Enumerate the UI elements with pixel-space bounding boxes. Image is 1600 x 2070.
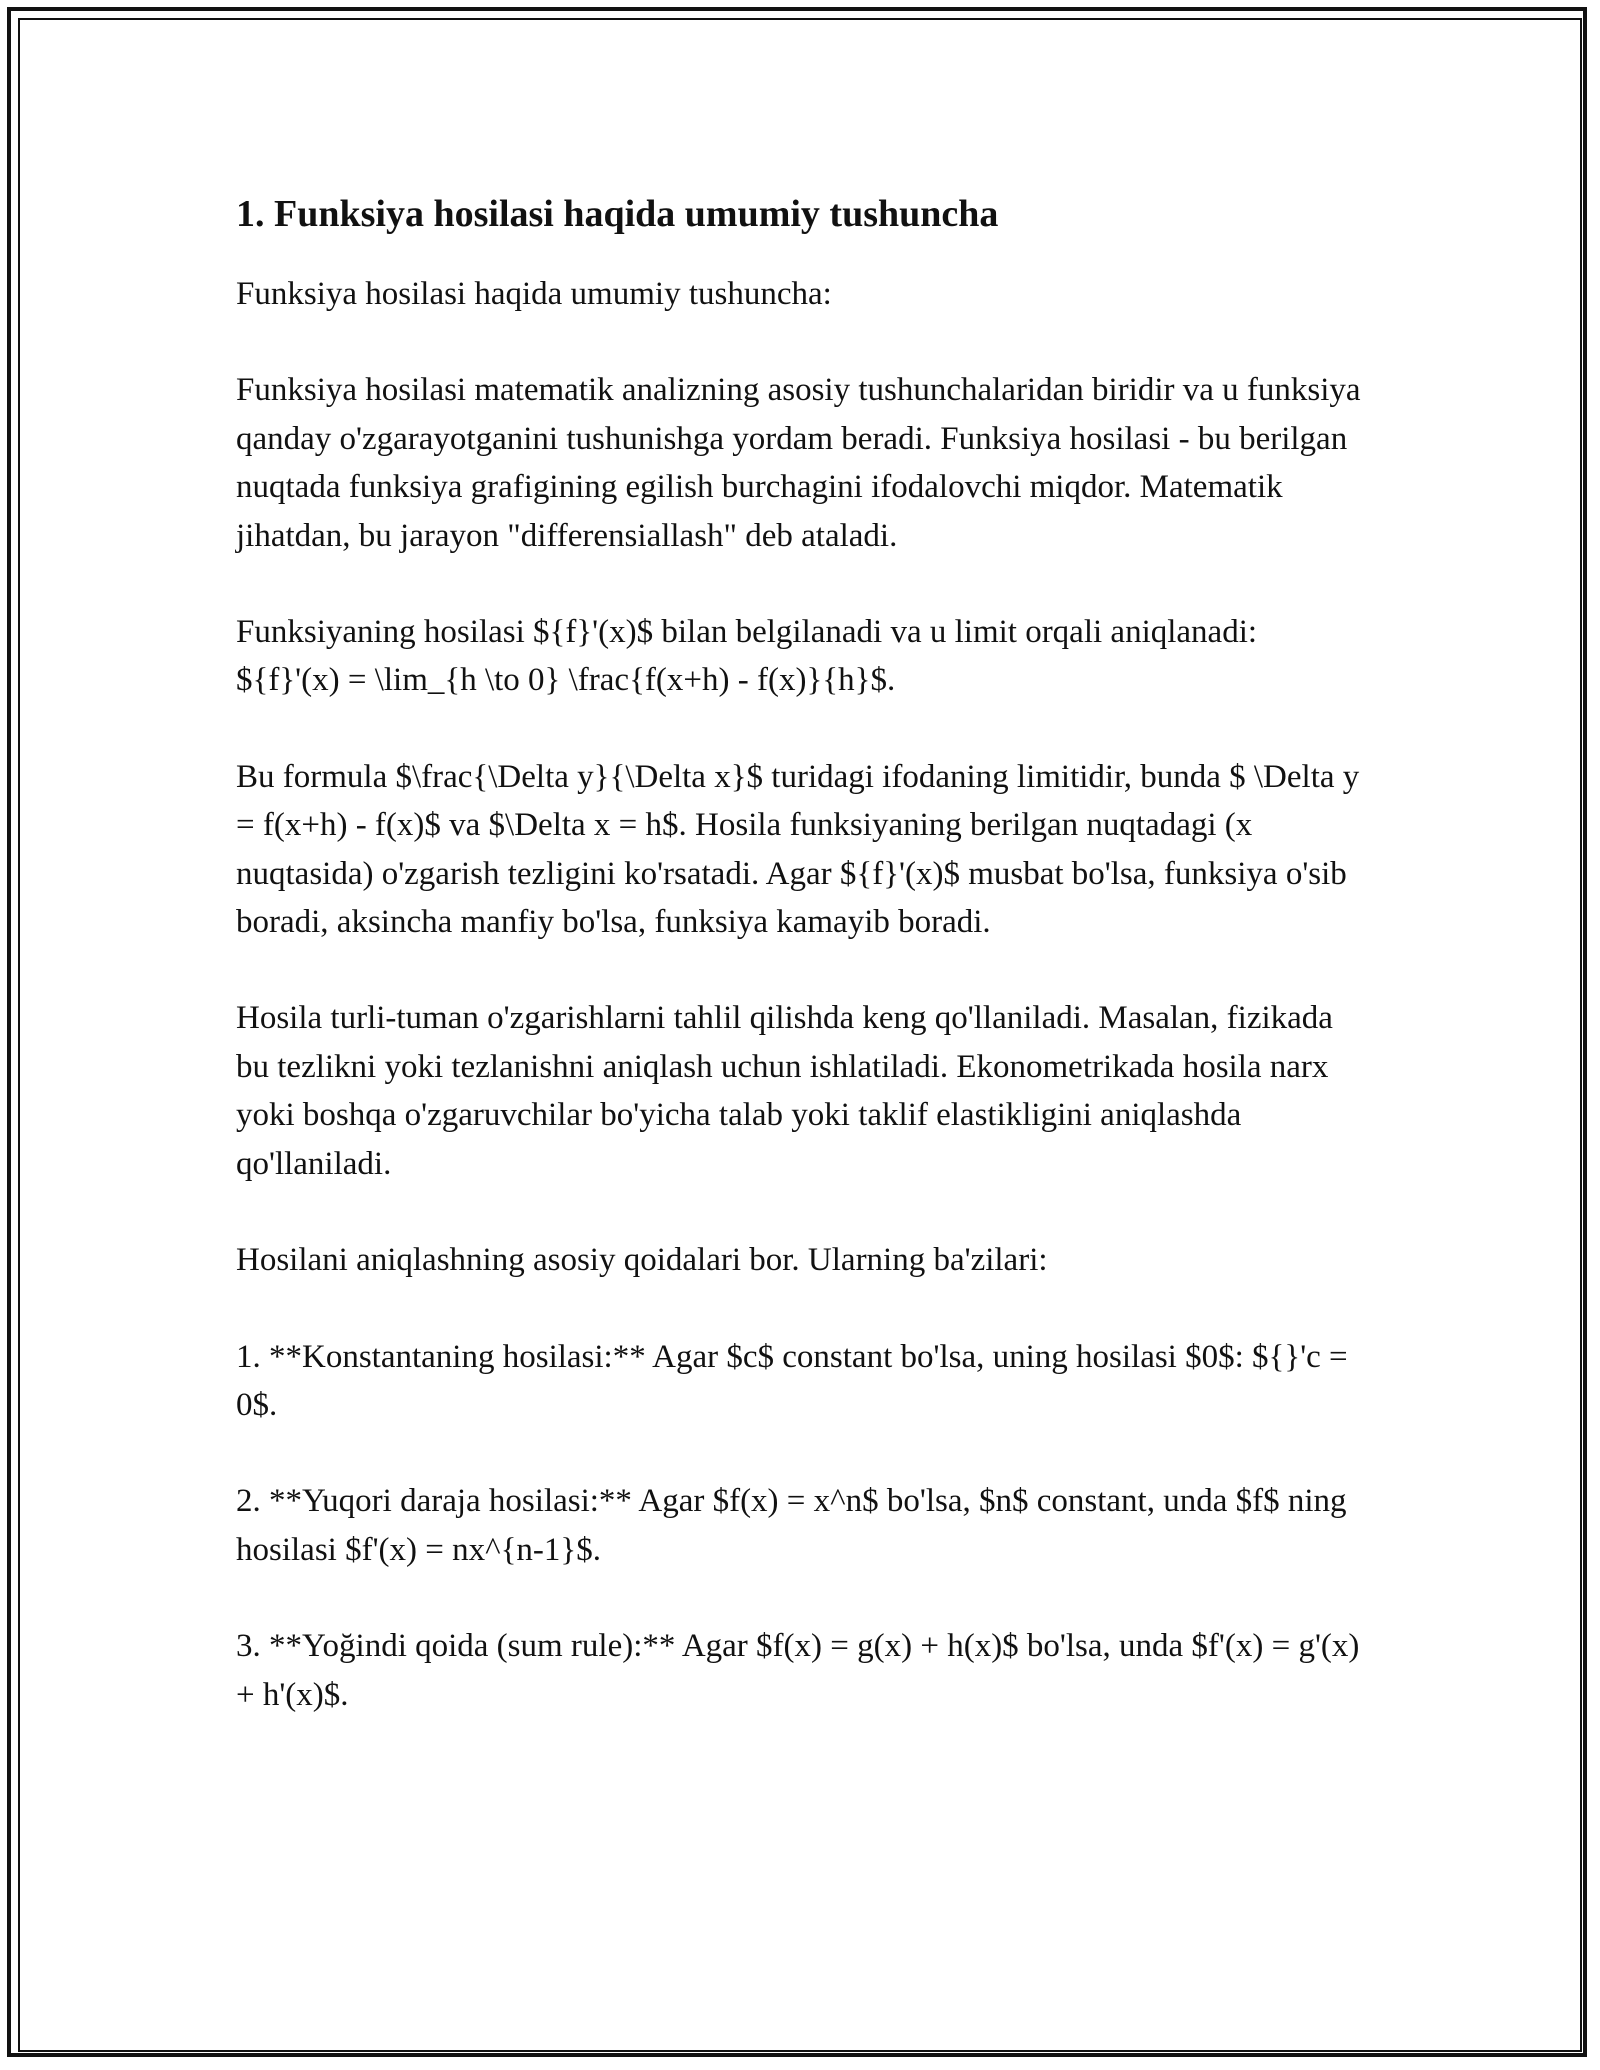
paragraph-definition: Funksiya hosilasi matematik analizning asosiy tushunchalaridan biridir va u funksiya qanday o'zgarayotganini tushunishga yordam beradi. Funksiya hosilasi - bu berilgan nuqtada funksiya grafigining egilish burchagini ifodalovchi miqdor. Matematik jihatdan, bu jarayon "differensiallash" deb ataladi.	[236, 372, 1361, 554]
document-body	[236, 188, 1366, 1767]
rule-sum: 3. **Yoğindi qoida (sum rule):** Agar $f(x) = g(x) + h(x)$ bo'lsa, unda $f'(x) = g'(x) + h'(x)$.	[236, 1628, 1360, 1713]
paragraph-applications: Hosila turli-tuman o'zgarishlarni tahlil qilishda keng qo'llaniladi. Masalan, fizikada bu tezlikni yoki tezlanishni aniqlash uchun ishlatiladi. Ekonometrikada hosila narx yoki boshqa o'zgaruvchilar bo'yicha talab yoki taklif elastikligini aniqlashda qo'llaniladi.	[236, 1000, 1333, 1182]
rule-power: 2. **Yuqori daraja hosilasi:** Agar $f(x) = x^n$ bo'lsa, $n$ constant, unda $f$ ning hosilasi $f'(x) = nx^{n-1}$.	[236, 1483, 1347, 1568]
paragraph-limit-formula: Funksiyaning hosilasi ${f}'(x)$ bilan belgilanadi va u limit orqali aniqlanadi: ${f}'(x) = \lim_{h \to 0} \frac{f(x+h) - f(x)}{h}$.	[236, 614, 1258, 699]
paragraph-intro: Funksiya hosilasi haqida umumiy tushuncha:	[236, 276, 832, 312]
paragraph-rules-intro: Hosilani aniqlashning asosiy qoidalari bor. Ularning ba'zilari:	[236, 1242, 1048, 1279]
rule-constant: 1. **Konstantaning hosilasi:** Agar $c$ constant bo'lsa, uning hosilasi $0$: ${}'c = 0$.	[236, 1338, 1348, 1423]
paragraph-delta-explanation: Bu formula $\frac{\Delta y}{\Delta x}$ turidagi ifodaning limitidir, bunda $ \Delta y = f(x+h) - f(x)$ va $\Delta x = h$. Hosila funksiyaning berilgan nuqtadagi (x nuqtasida) o'zgarish tezligini ko'rsatadi. Agar ${f}'(x)$ musbat bo'lsa, funksiya o'sib boradi, aksincha manfiy bo'lsa, funksiya kamayib boradi.	[236, 758, 1360, 941]
section-title: 1. Funksiya hosilasi haqida umumiy tushuncha	[236, 193, 999, 235]
